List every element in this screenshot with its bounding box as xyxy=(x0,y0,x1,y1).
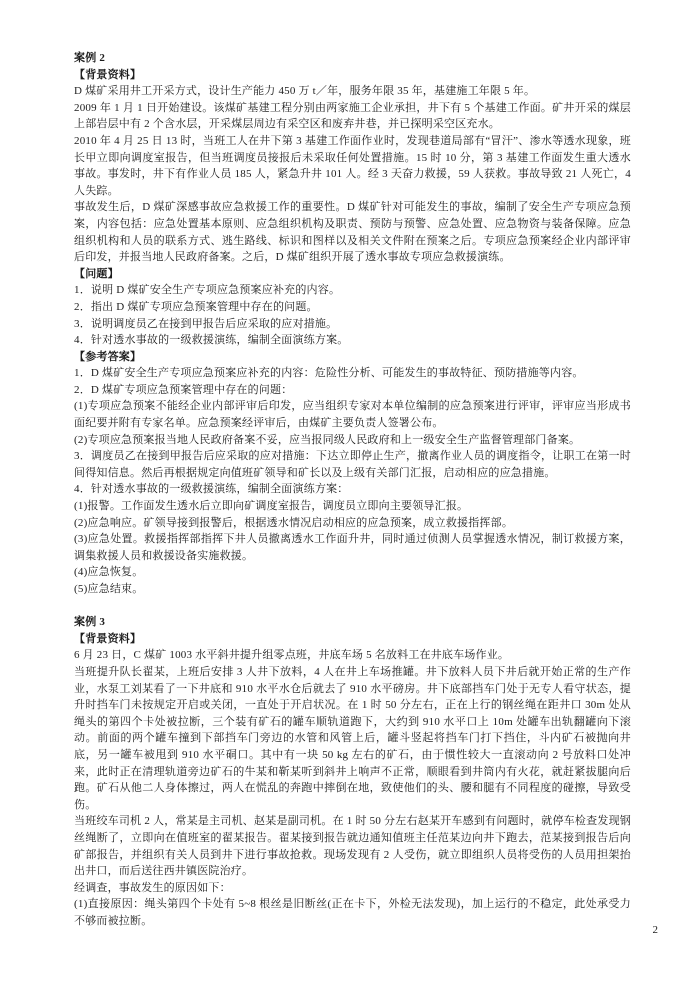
paragraph: (1)直接原因：绳头第四个卡处有 5~8 根丝是旧断丝(正在卡下，外检无法发现)，加上运行的不稳定，此处承受力不够而被拉断。 xyxy=(74,898,631,927)
paragraph: 事故发生后，D 煤矿深感事故应急救援工作的重要性。D 煤矿针对可能发生的事故，编制了安全生产专项应急预案，内容包括：应急处置基本原则、应急组织机构及职责、预防与预警、应急处置、应急物资与装备保障。应急组织机构和人员的联系方式、逃生路线、标识和图样以及相关文件附在预案之后。专项应急预案经企业内部评审后印发，并报当地人民政府备案。之后，D 煤矿组织开展了透水事故专项应急救援演练。 xyxy=(74,201,631,264)
document-body xyxy=(74,50,631,929)
section-heading: 【背景资料】 xyxy=(74,68,142,81)
paragraph: (2)应急响应。矿领导接到报警后，根据透水情况启动相应的应急预案，成立救援指挥部。 xyxy=(74,516,514,529)
paragraph: 当班绞车司机 2 人，常某是主司机、赵某是副司机。在 1 时 50 分左右赵某开车感到有问题时，就停车检查发现钢丝绳断了，立即向在值班室的翟某报告。翟某接到报告就边通知值班主任范某边向井下跑去，范某接到报告后向矿部报告，并组织有关人员到井下进行事故抢救。现场发现有 2 人受伤，就立即组织人员将受伤的人员用担架抬出井口，而后送往西井镇医院治疗。 xyxy=(74,815,631,878)
paragraph: (4)应急恢复。 xyxy=(74,566,144,579)
paragraph: 2．D 煤矿专项应急预案管理中存在的问题： xyxy=(74,383,293,396)
paragraph: 6 月 23 日，C 煤矿 1003 水平斜井提升组零点班，井底车场 5 名放料工在井底车场作业。 xyxy=(74,649,510,662)
paragraph: (3)应急处置。救援指挥部指挥下井人员撤离透水工作面升井，同时通过侦测人员掌握透水情况，制订救援方案，调集救援人员和救援设备实施救援。 xyxy=(74,533,631,562)
paragraph: (1)专项应急预案不能经企业内部评审后印发，应当组织专家对本单位编制的应急预案进行评审，评审应当形成书面纪要并附有专家名单。应急预案经评审后，由煤矿主要负责人签署公布。 xyxy=(74,400,631,430)
paragraph: 2010 年 4 月 25 日 13 时，当班工人在井下第 3 基建工作面作业时，发现巷道局部有“冒汗”、渗水等透水现象，班长甲立即向调度室报告，但当班调度员接报后未采取任何处置措施。15 时 10 分，第 3 基建工作面发生重大透水事故。事发时，井下有作业人员 185 人，紧急升井 101 人。经 3 天奋力救援，59 人获救。事故导致 21 人死亡，4 人失踪。 xyxy=(74,134,631,197)
paragraph: 经调查，事故发生的原因如下： xyxy=(74,881,231,894)
paragraph: D 煤矿采用井工开采方式，设计生产能力 450 万 t／年，服务年限 35 年，基建施工年限 5 年。 xyxy=(74,85,536,98)
paragraph: (5)应急结束。 xyxy=(74,583,144,595)
paragraph: 3．说明调度员乙在接到甲报告后应采取的应对措施。 xyxy=(74,317,338,330)
paragraph: 4．针对透水事故的一级救援演练，编制全面演练方案： xyxy=(74,483,349,496)
paragraph: 4．针对透水事故的一级救援演练，编制全面演练方案。 xyxy=(74,334,349,347)
section-heading: 【参考答案】 xyxy=(74,350,142,363)
blank-line xyxy=(74,598,631,615)
paragraph: 当班提升队长翟某，上班后安排 3 人井下放料，4 人在井上车场推罐。井下放料人员下井后就开始正常的生产作业，水泵工刘某看了一下井底和 910 水平水仓后就去了 910 水平磅房。井下底部挡车门处于无专人看守状态，提升时挡车门未按规定开启或关闭，一直处于开启状况。在 1 时 50 分左右，正在上行的钢丝绳在距井口 30m 处从绳头的第四个卡处被拉断，三个装有矿石的罐车顺轨道跑下，大约到 910 水平口上 10m 处罐车出轨翻罐向下滚动。前面的两个罐车撞到下部挡车门旁边的水管和风管上后，罐斗竖起将挡车门打下挡住，斗内矿石被抛向井底，另一罐车被甩到 910 水平硐口。其中有一块 50 kg 左右的矿石，由于惯性较大一直滚动向 2 号放料口处冲来，此时正在清理轨道旁边矿石的牛某和靳某听到斜井上响声不正常，顺眼看到井筒内有火花，就赶紧拔腿向后跑。矿石从他二人身体擦过，两人在慌乱的奔跑中摔倒在地，致使他们的头、腰和腿有不同程度的碰擦，导致受伤。 xyxy=(74,665,631,811)
paragraph: 3．调度员乙在接到甲报告后应采取的应对措施：下达立即停止生产，撤离作业人员的调度指令，让职工在第一时间得知信息。然后再根据规定向值班矿领导和矿长以及上级有关部门汇报，启动相应的应急措施。 xyxy=(74,450,631,479)
section-heading: 【问题】 xyxy=(74,267,119,280)
case-title: 案例 2 xyxy=(74,52,106,64)
paragraph: 2009 年 1 月 1 日开始建设。该煤矿基建工程分别由两家施工企业承担，井下有 5 个基建工作面。矿井开采的煤层上部岩层中有 2 个含水层，开采煤层周边有采空区和废弃井巷，并已探明采空区充水。 xyxy=(74,101,631,131)
paragraph: (1)报警。工作面发生透水后立即向矿调度室报告，调度员立即向主要领导汇报。 xyxy=(74,500,469,513)
paragraph: 2．指出 D 煤矿专项应急预案管理中存在的问题。 xyxy=(74,300,318,313)
paragraph: 1．说明 D 煤矿安全生产专项应急预案应补充的内容。 xyxy=(74,284,341,297)
section-heading: 【背景资料】 xyxy=(74,632,142,645)
case-title: 案例 3 xyxy=(74,616,106,629)
paragraph: 1．D 煤矿安全生产专项应急预案应补充的内容：危险性分析、可能发生的事故特征、预防措施等内容。 xyxy=(74,367,584,380)
paragraph: (2)专项应急预案报当地人民政府备案不妥，应当报同级人民政府和上一级安全生产监督管理部门备案。 xyxy=(74,433,581,446)
page-number: 2 xyxy=(652,924,658,936)
